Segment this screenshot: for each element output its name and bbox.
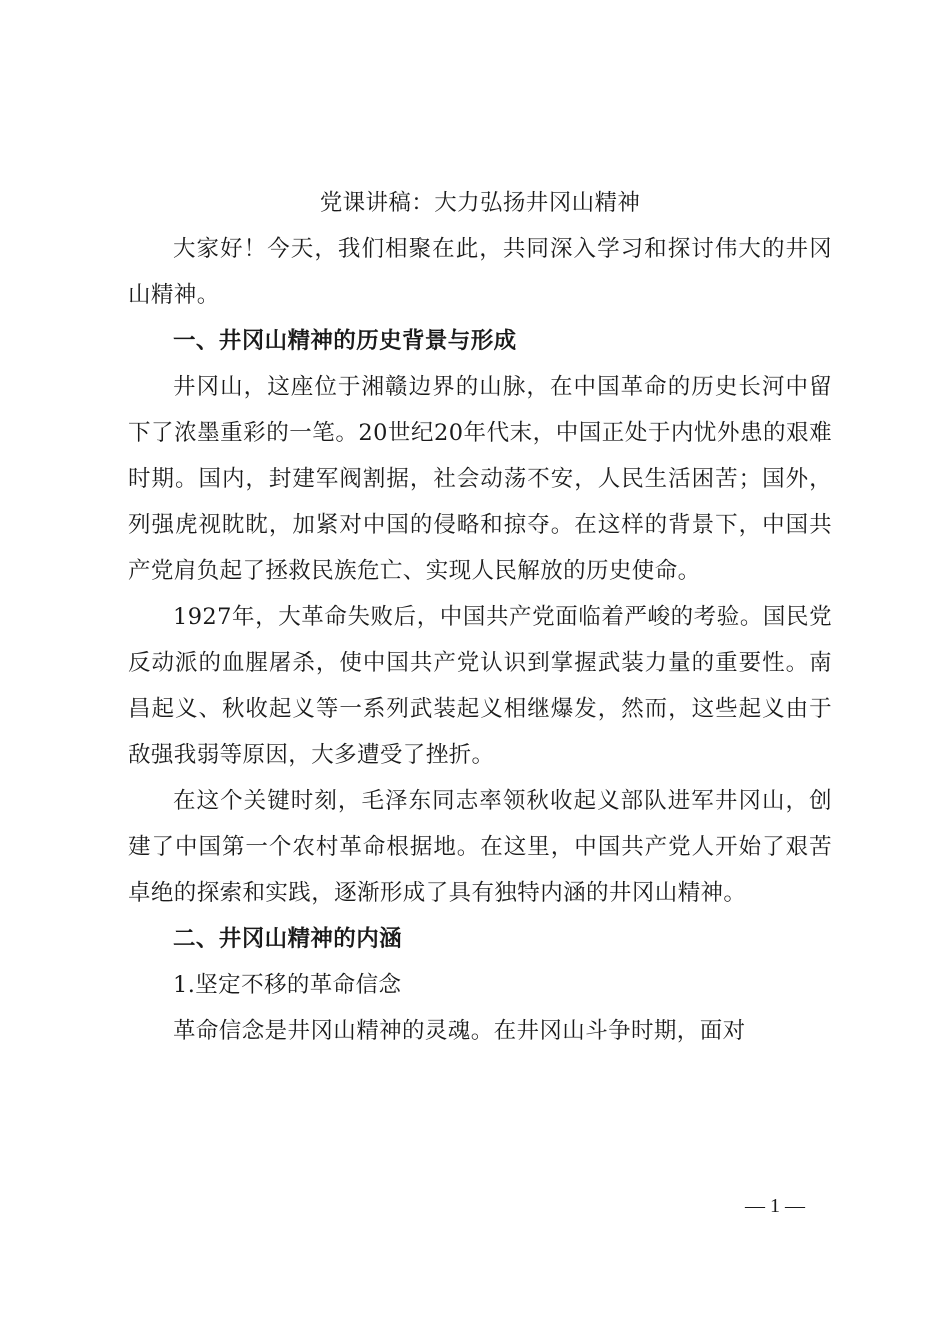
intro-paragraph: 大家好！今天，我们相聚在此，共同深入学习和探讨伟大的井冈山精神。: [128, 236, 832, 308]
section-1-paragraph-1: 井冈山，这座位于湘赣边界的山脉，在中国革命的历史长河中留下了浓墨重彩的一笔。20世纪20年代末，中国正处于内忧外患的艰难时期。国内，封建军阀割据，社会动荡不安，人民生活困苦；国外，列强虎视眈眈，加紧对中国的侵略和掠夺。在这样的背景下，中国共产党肩负起了拯救民族危亡、实现人民解放的历史使命。: [128, 374, 832, 584]
section-2-subheading: 1.坚定不移的革命信念: [173, 972, 402, 998]
section-2-heading: 二、井冈山精神的内涵: [173, 926, 403, 952]
section-2-paragraph-1: 革命信念是井冈山精神的灵魂。在井冈山斗争时期，面对: [173, 1018, 746, 1044]
document-title: 党课讲稿：大力弘扬井冈山精神: [319, 190, 641, 216]
section-1-paragraph-2: 1927年，大革命失败后，中国共产党面临着严峻的考验。国民党反动派的血腥屠杀，使中国共产党认识到掌握武装力量的重要性。南昌起义、秋收起义等一系列武装起义相继爆发，然而，这些起义由于敌强我弱等原因，大多遭受了挫折。: [128, 604, 832, 768]
section-1-paragraph-3: 在这个关键时刻，毛泽东同志率领秋收起义部队进军井冈山，创建了中国第一个农村革命根据地。在这里，中国共产党人开始了艰苦卓绝的探索和实践，逐渐形成了具有独特内涵的井冈山精神。: [128, 788, 832, 906]
document-body: [128, 180, 832, 1054]
page-number: — 1 —: [745, 1195, 805, 1217]
section-1-heading: 一、井冈山精神的历史背景与形成: [173, 328, 517, 354]
